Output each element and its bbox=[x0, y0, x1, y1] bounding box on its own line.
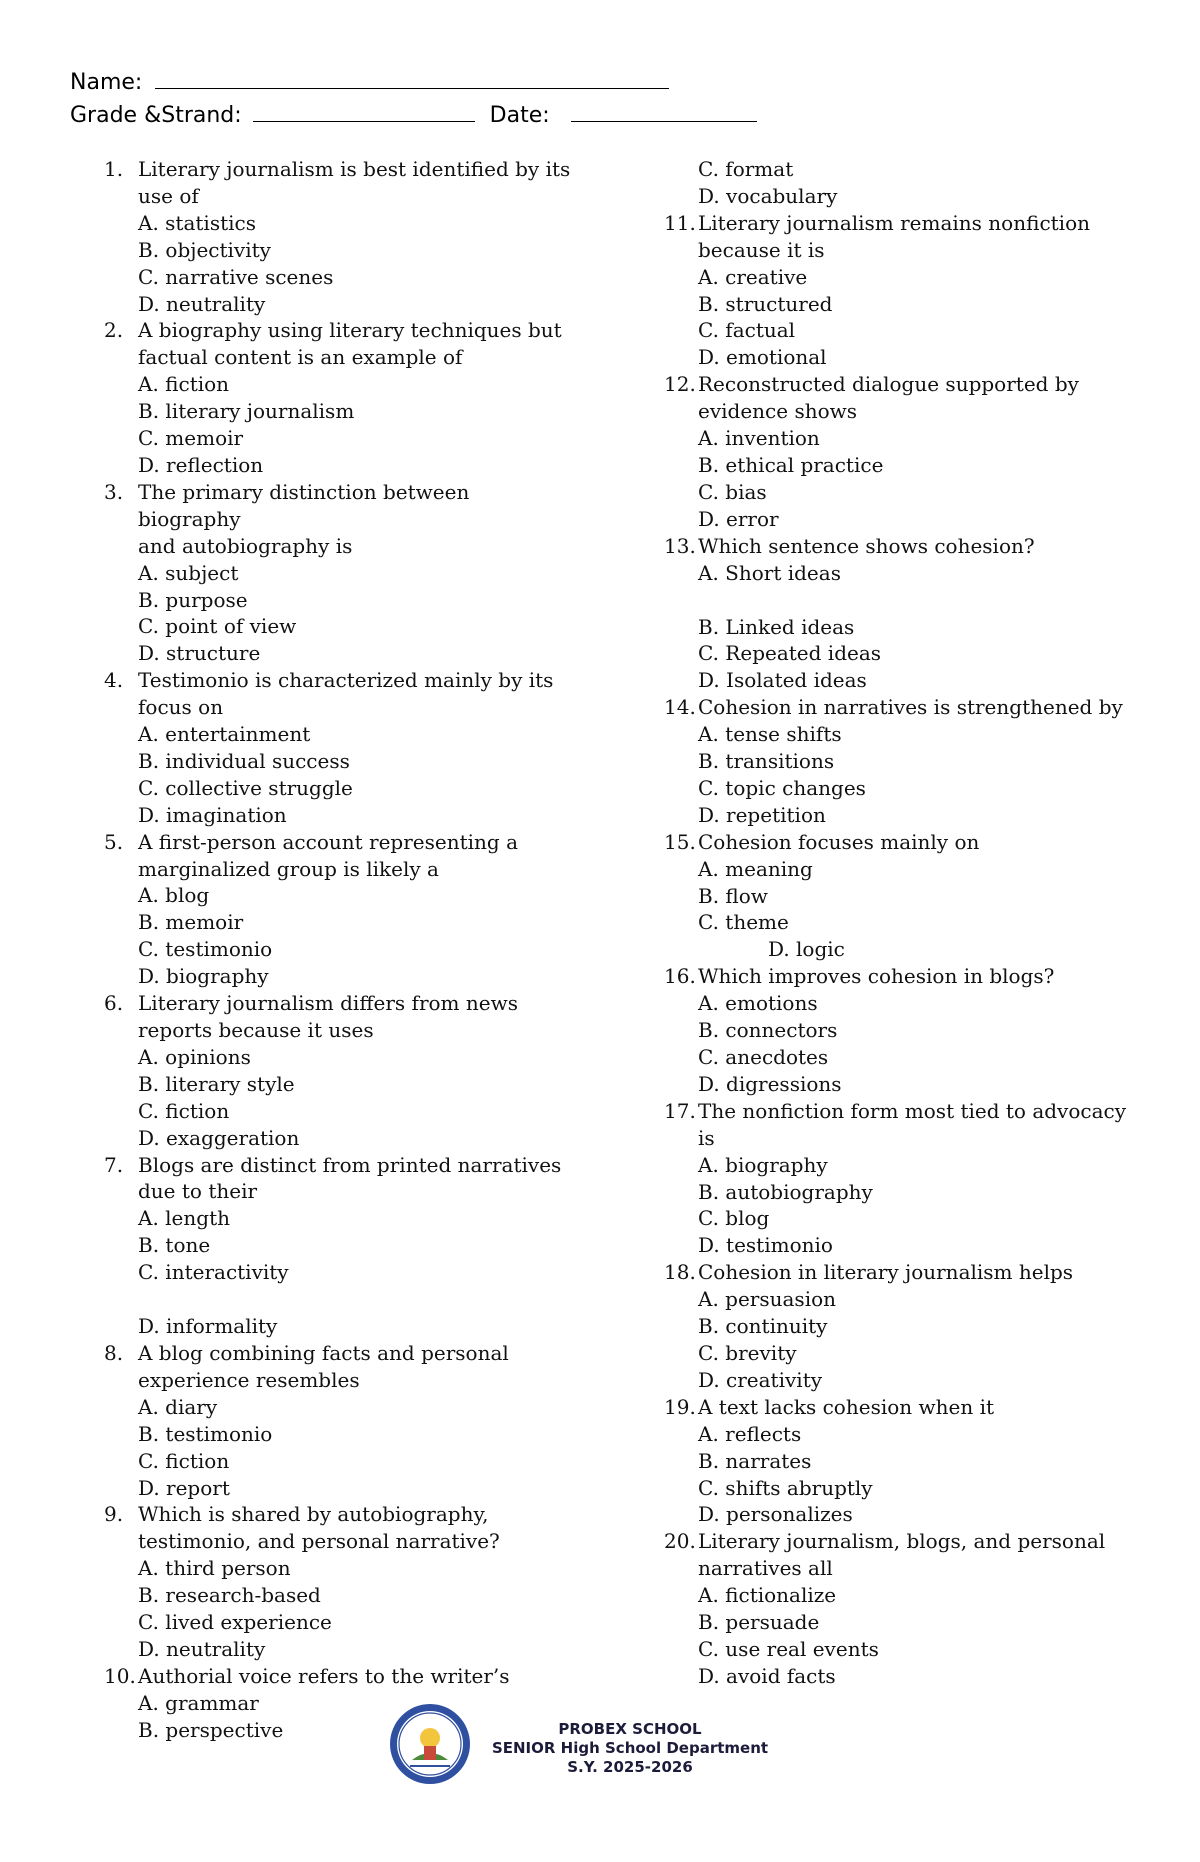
option-c: C. memoir bbox=[138, 426, 244, 451]
option-b: B. connectors bbox=[698, 1018, 838, 1043]
option-a: A. blog bbox=[138, 883, 210, 908]
option-c: C. testimonio bbox=[138, 937, 273, 962]
option-a: A. meaning bbox=[698, 856, 813, 881]
option-d: D. neutrality bbox=[138, 291, 266, 316]
option-a: A. Short ideas bbox=[698, 560, 841, 585]
option-c: C. bias bbox=[698, 479, 767, 504]
question-stem: Which improves cohesion in blogs? bbox=[698, 964, 1055, 989]
question-1 bbox=[104, 156, 574, 317]
option-a: A. length bbox=[138, 1206, 230, 1231]
question-stem: due to their bbox=[138, 1179, 258, 1204]
question-20 bbox=[664, 1528, 1134, 1689]
option-b: B. tone bbox=[138, 1233, 211, 1258]
option-b: B. flow bbox=[698, 883, 768, 908]
option-d: D. logic bbox=[768, 937, 845, 962]
question-number: 7. bbox=[104, 1152, 124, 1177]
question-17 bbox=[664, 1098, 1134, 1259]
question-stem: Cohesion in literary journalism helps bbox=[698, 1260, 1074, 1285]
option-c: C. narrative scenes bbox=[138, 264, 334, 289]
question-stem: A first-person account representing a bbox=[138, 829, 518, 854]
question-stem: factual content is an example of bbox=[138, 345, 463, 370]
option-a: A. grammar bbox=[138, 1690, 259, 1715]
question-number: 20. bbox=[664, 1529, 696, 1554]
question-2 bbox=[104, 317, 574, 478]
question-stem: Literary journalism is best identified by its bbox=[138, 157, 571, 181]
question-number: 12. bbox=[664, 372, 696, 397]
option-a: A. persuasion bbox=[698, 1287, 837, 1312]
blank-line-gap bbox=[698, 587, 1134, 614]
question-6 bbox=[104, 990, 574, 1151]
date-label: Date: bbox=[489, 103, 550, 128]
question-stem: narratives all bbox=[698, 1556, 833, 1581]
option-b: B. autobiography bbox=[698, 1179, 873, 1204]
question-stem: A biography using literary techniques but bbox=[138, 318, 562, 343]
option-a: A. diary bbox=[138, 1394, 218, 1419]
question-stem: experience resembles bbox=[138, 1367, 360, 1392]
question-stem: Literary journalism remains nonfiction bbox=[698, 210, 1091, 235]
school-footer bbox=[388, 1702, 808, 1792]
option-b: B. memoir bbox=[138, 910, 244, 935]
question-number: 10. bbox=[104, 1663, 136, 1688]
question-stem: marginalized group is likely a bbox=[138, 856, 439, 881]
option-a: A. invention bbox=[698, 426, 820, 451]
question-19 bbox=[664, 1394, 1134, 1529]
question-stem: testimonio, and personal narrative? bbox=[138, 1529, 500, 1554]
question-number: 18. bbox=[664, 1260, 696, 1285]
option-c: C. shifts abruptly bbox=[698, 1475, 873, 1500]
option-d: D. exaggeration bbox=[138, 1125, 300, 1150]
question-stem: Which sentence shows cohesion? bbox=[698, 533, 1035, 558]
question-stem: Cohesion focuses mainly on bbox=[698, 829, 980, 854]
option-d: D. personalizes bbox=[698, 1502, 853, 1527]
option-c: C. fiction bbox=[138, 1098, 230, 1123]
option-b: B. purpose bbox=[138, 587, 248, 612]
question-number: 9. bbox=[104, 1502, 124, 1527]
question-stem: A text lacks cohesion when it bbox=[698, 1394, 995, 1419]
question-stem: focus on bbox=[138, 695, 224, 720]
option-b: B. persuade bbox=[698, 1610, 820, 1635]
option-d: D. avoid facts bbox=[698, 1663, 836, 1688]
question-number: 14. bbox=[664, 695, 696, 720]
option-c: C. factual bbox=[698, 318, 796, 343]
question-stem: The primary distinction between biography bbox=[138, 479, 470, 531]
question-number: 4. bbox=[104, 668, 124, 693]
question-number: 16. bbox=[664, 964, 696, 989]
option-b: B. literary journalism bbox=[138, 399, 355, 424]
question-5 bbox=[104, 829, 574, 990]
question-stem: and autobiography is bbox=[138, 533, 353, 558]
option-d: D. reflection bbox=[138, 452, 264, 477]
name-field-row bbox=[70, 68, 669, 95]
questions-right-column bbox=[664, 156, 1134, 1690]
option-c: C. brevity bbox=[698, 1340, 797, 1365]
question-9 bbox=[104, 1501, 574, 1662]
question-number: 19. bbox=[664, 1394, 696, 1419]
option-b: B. testimonio bbox=[138, 1421, 273, 1446]
question-number: 1. bbox=[104, 157, 124, 181]
question-number: 2. bbox=[104, 318, 124, 343]
option-c: C. topic changes bbox=[698, 775, 866, 800]
option-c: C. Repeated ideas bbox=[698, 641, 882, 666]
option-c: C. interactivity bbox=[138, 1260, 289, 1285]
school-footer-text bbox=[460, 1720, 800, 1777]
option-a: A. subject bbox=[138, 560, 239, 585]
option-c: C. use real events bbox=[698, 1636, 879, 1661]
option-a: A. fiction bbox=[138, 372, 230, 397]
question-18 bbox=[664, 1259, 1134, 1394]
blank-line-gap bbox=[138, 1286, 574, 1313]
option-d: D. vocabulary bbox=[698, 183, 838, 208]
option-d: D. repetition bbox=[698, 802, 826, 827]
option-d: D. testimonio bbox=[698, 1233, 833, 1258]
option-a: A. tense shifts bbox=[698, 722, 842, 747]
option-a: A. entertainment bbox=[138, 722, 311, 747]
question-number: 6. bbox=[104, 991, 124, 1016]
option-c: C. collective struggle bbox=[138, 775, 353, 800]
question-16 bbox=[664, 963, 1134, 1098]
name-label: Name: bbox=[70, 70, 143, 95]
option-b: B. structured bbox=[698, 291, 833, 316]
question-11 bbox=[664, 210, 1134, 371]
option-d: D. Isolated ideas bbox=[698, 668, 867, 693]
option-c: C. fiction bbox=[138, 1448, 230, 1473]
option-d: D. biography bbox=[138, 964, 269, 989]
question-number: 15. bbox=[664, 829, 696, 854]
question-stem: The nonfiction form most tied to advocacy bbox=[698, 1098, 1127, 1123]
option-a: A. reflects bbox=[698, 1421, 802, 1446]
option-c: C. point of view bbox=[138, 614, 297, 639]
question-stem: Which is shared by autobiography, bbox=[138, 1502, 489, 1527]
question-stem: Blogs are distinct from printed narratives bbox=[138, 1152, 562, 1177]
option-a: A. creative bbox=[698, 264, 808, 289]
option-b: B. narrates bbox=[698, 1448, 812, 1473]
option-b: B. ethical practice bbox=[698, 452, 884, 477]
option-d: D. neutrality bbox=[138, 1636, 266, 1661]
question-stem: Cohesion in narratives is strengthened by bbox=[698, 695, 1123, 720]
name-blank-line[interactable] bbox=[155, 68, 669, 89]
question-14 bbox=[664, 694, 1134, 829]
question-8 bbox=[104, 1340, 574, 1501]
option-a: A. third person bbox=[138, 1556, 291, 1581]
question-number: 3. bbox=[104, 479, 124, 504]
option-d: D. emotional bbox=[698, 345, 827, 370]
question-stem: Literary journalism, blogs, and personal bbox=[698, 1529, 1106, 1554]
question-13 bbox=[664, 533, 1134, 695]
option-d: D. error bbox=[698, 506, 779, 531]
option-d: D. informality bbox=[138, 1314, 278, 1339]
question-stem: A blog combining facts and personal bbox=[138, 1340, 509, 1365]
question-number: 5. bbox=[104, 829, 124, 854]
option-d: D. structure bbox=[138, 641, 261, 666]
option-d: D. imagination bbox=[138, 802, 287, 827]
option-a: A. emotions bbox=[698, 991, 818, 1016]
question-number: 17. bbox=[664, 1098, 696, 1123]
question-10-continued bbox=[664, 156, 1134, 210]
question-number: 11. bbox=[664, 210, 696, 235]
question-stem: Testimonio is characterized mainly by its bbox=[138, 668, 554, 693]
question-15 bbox=[664, 829, 1134, 964]
option-a: A. opinions bbox=[138, 1044, 251, 1069]
option-b: B. individual success bbox=[138, 748, 350, 773]
grade-date-row bbox=[70, 101, 757, 128]
question-stem: Literary journalism differs from news bbox=[138, 991, 518, 1016]
questions-left-column bbox=[104, 156, 574, 1744]
school-year: S.Y. 2025-2026 bbox=[567, 1758, 693, 1776]
option-c: C. blog bbox=[698, 1206, 770, 1231]
option-b: B. objectivity bbox=[138, 237, 271, 262]
option-c: C. lived experience bbox=[138, 1610, 332, 1635]
question-stem: reports because it uses bbox=[138, 1018, 374, 1042]
option-b: B. literary style bbox=[138, 1071, 295, 1096]
option-b: B. continuity bbox=[698, 1314, 828, 1339]
grade-strand-blank-line[interactable] bbox=[253, 101, 475, 122]
option-b: B. Linked ideas bbox=[698, 614, 855, 639]
question-4 bbox=[104, 667, 574, 828]
option-d: D. report bbox=[138, 1475, 230, 1500]
question-7 bbox=[104, 1152, 574, 1340]
option-b: B. research-based bbox=[138, 1583, 321, 1608]
option-b: B. perspective bbox=[138, 1717, 284, 1742]
option-a: A. fictionalize bbox=[698, 1583, 837, 1608]
option-d: D. creativity bbox=[698, 1367, 823, 1392]
option-c: C. anecdotes bbox=[698, 1045, 829, 1069]
question-number: 13. bbox=[664, 533, 696, 558]
question-stem: Authorial voice refers to the writer’s bbox=[138, 1663, 510, 1688]
option-c: C. theme bbox=[698, 910, 789, 935]
question-stem: because it is bbox=[698, 237, 825, 262]
option-a: A. statistics bbox=[138, 210, 256, 235]
option-c: C. format bbox=[698, 157, 794, 181]
question-stem: use of bbox=[138, 183, 199, 208]
department-name: SENIOR High School Department bbox=[491, 1739, 769, 1757]
option-d: D. digressions bbox=[698, 1071, 842, 1096]
question-stem: Reconstructed dialogue supported by bbox=[698, 372, 1079, 397]
date-blank-line[interactable] bbox=[571, 101, 757, 122]
question-stem: evidence shows bbox=[698, 399, 858, 424]
grade-strand-label: Grade &Strand: bbox=[70, 103, 242, 128]
option-a: A. biography bbox=[698, 1152, 828, 1177]
school-name: PROBEX SCHOOL bbox=[558, 1720, 702, 1738]
option-b: B. transitions bbox=[698, 749, 835, 774]
question-number: 8. bbox=[104, 1340, 124, 1365]
question-stem: is bbox=[698, 1125, 715, 1150]
question-3 bbox=[104, 479, 574, 667]
question-12 bbox=[664, 371, 1134, 532]
